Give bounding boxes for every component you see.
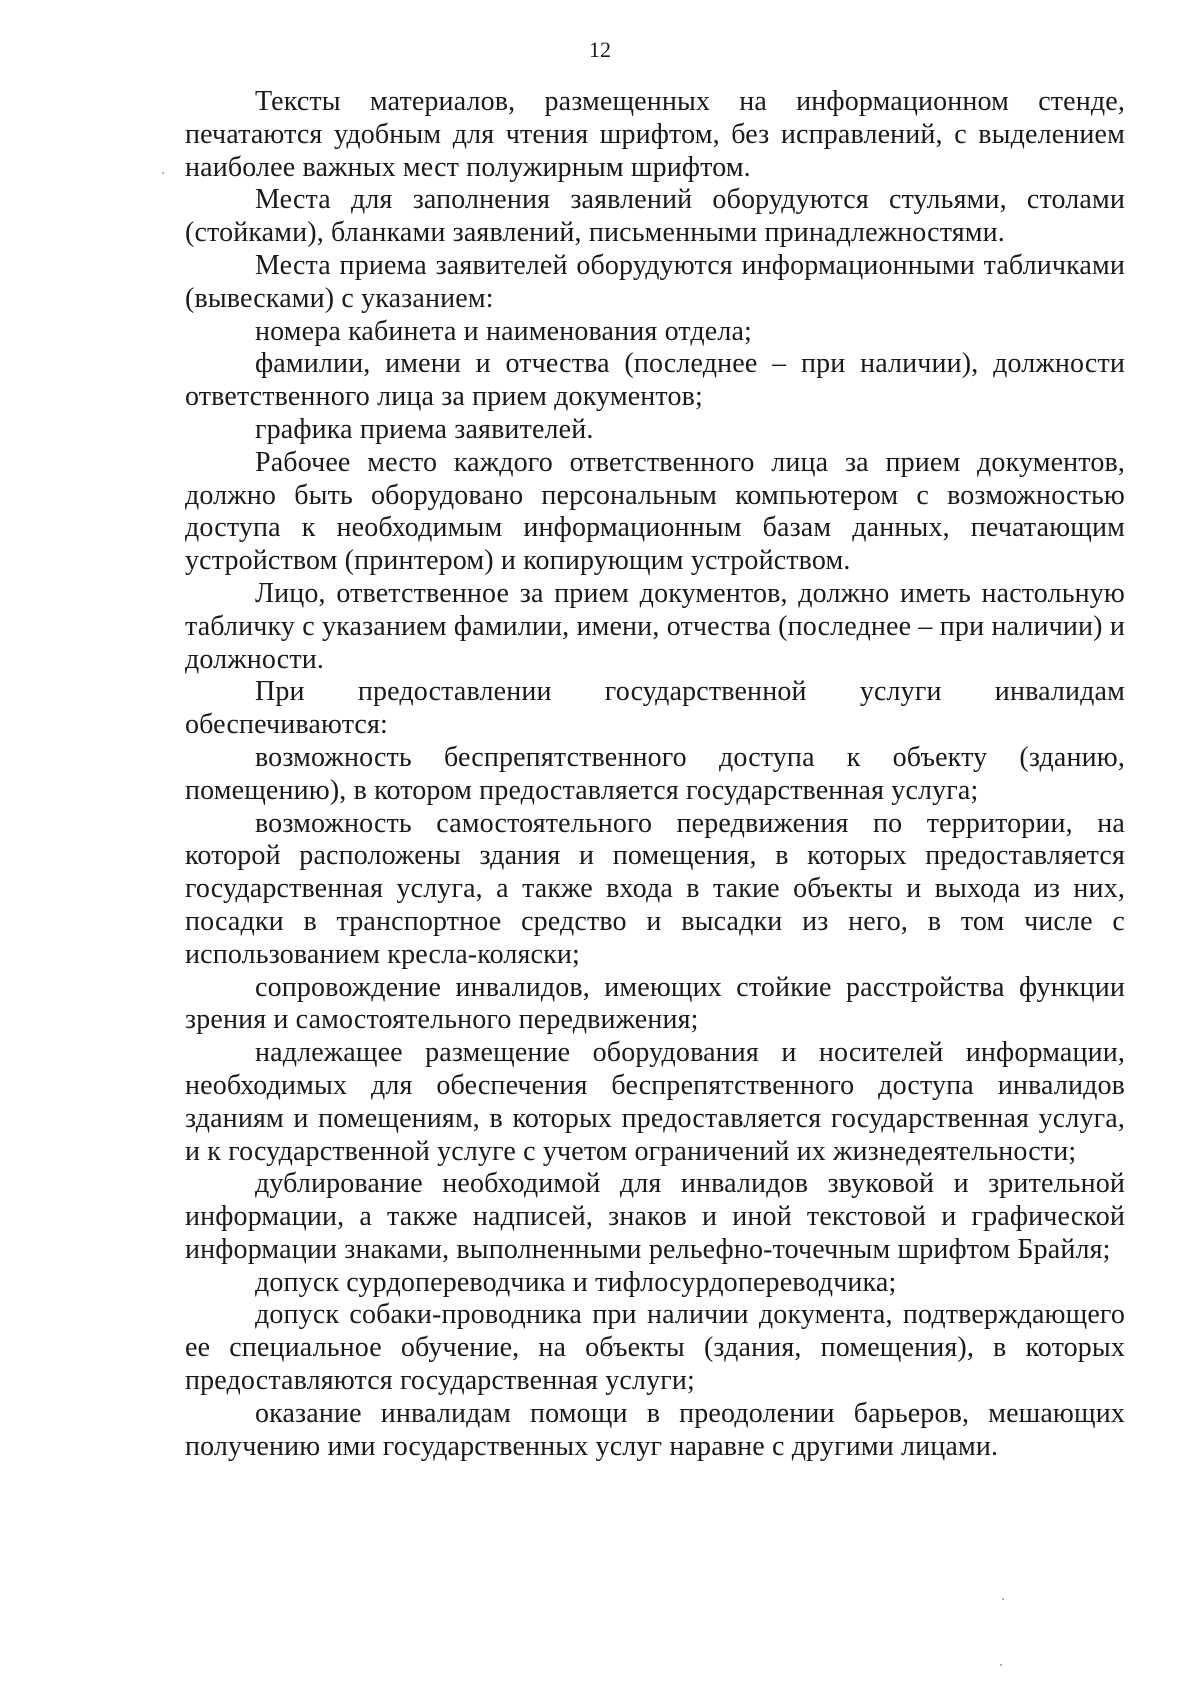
paragraph-desk-plate: Лицо, ответственное за прием документов, должно иметь настольную табличку с указанием фамилии, имени, отчества (последнее – при наличии) и должности. — [185, 577, 1125, 675]
list-item-reception-schedule: графика приема заявителей. — [255, 413, 594, 445]
paragraph-disabled-access-intro: При предоставлении государственной услуги инвалидам обеспечиваются: — [185, 676, 1125, 741]
list-item-duplication: дублирование необходимой для инвалидов звуковой и зрительной информации, а также надписей, знаков и иной текстовой и графической информации знаками, выполненными рельефно-точечным шрифтом Брайля; — [185, 1168, 1125, 1265]
scan-speck — [1000, 1664, 1002, 1666]
paragraph-application-places: Места для заполнения заявлений оборудуются стульями, столами (стойками), бланками заявлений, письменными принадлежностями. — [185, 184, 1125, 249]
scan-speck — [162, 172, 164, 174]
list-item-barrier-assistance: оказание инвалидам помощи в преодолении барьеров, мешающих получению ими государственных услуг наравне с другими лицами. — [185, 1397, 1125, 1462]
list-item-unobstructed-access: возможность беспрепятственного доступа к объекту (зданию, помещению), в котором предоставляется государственная услуга; — [185, 741, 1125, 806]
paragraph-workplace-equipment: Рабочее место каждого ответственного лица за прием документов, должно быть оборудовано персональным компьютером с возможностью доступа к необходимым информационным базам данных, печатающим устройством (принтером) и копирующим устройством. — [185, 446, 1125, 577]
list-item-guide-dog: допуск собаки-проводника при наличии документа, подтверждающего ее специальное обучение, на объекты (здания, помещения), в которых предоставляются государственная услуги; — [185, 1299, 1125, 1397]
paragraph-stand-texts: Тексты материалов, размещенных на информационном стенде, печатаются удобным для чтения шрифтом, без исправлений, с выделением наиболее важных мест полужирным шрифтом. — [185, 86, 1125, 183]
paragraph-reception-places: Места приема заявителей оборудуются информационными табличками (вывесками) с указанием: — [185, 249, 1125, 314]
scan-speck — [1002, 1598, 1004, 1600]
list-item-sign-interpreter: допуск сурдопереводчика и тифлосурдопереводчика; — [255, 1266, 897, 1298]
list-item-escort: сопровождение инвалидов, имеющих стойкие расстройства функции зрения и самостоятельного передвижения; — [185, 971, 1125, 1036]
list-item-responsible-person: фамилии, имени и отчества (последнее – при наличии), должности ответственного лица за прием документов; — [185, 348, 1125, 413]
list-item-office-number: номера кабинета и наименования отдела; — [255, 315, 752, 347]
list-item-independent-movement: возможность самостоятельного передвижения по территории, на которой расположены здания и помещения, в которых предоставляется государственная услуга, а также входа в такие объекты и выхода из них, посадки в транспортное средство и высадки из него, в том числе с использованием кресла-коляски; — [185, 807, 1125, 970]
page-number: 12 — [589, 37, 611, 62]
list-item-equipment-placement: надлежащее размещение оборудования и носителей информации, необходимых для обеспечения беспрепятственного доступа инвалидов зданиям и помещениям, в которых предоставляется государственная услуга, и к государственной услуге с учетом ограничений их жизнедеятельности; — [185, 1037, 1125, 1167]
document-body — [185, 86, 1125, 1463]
